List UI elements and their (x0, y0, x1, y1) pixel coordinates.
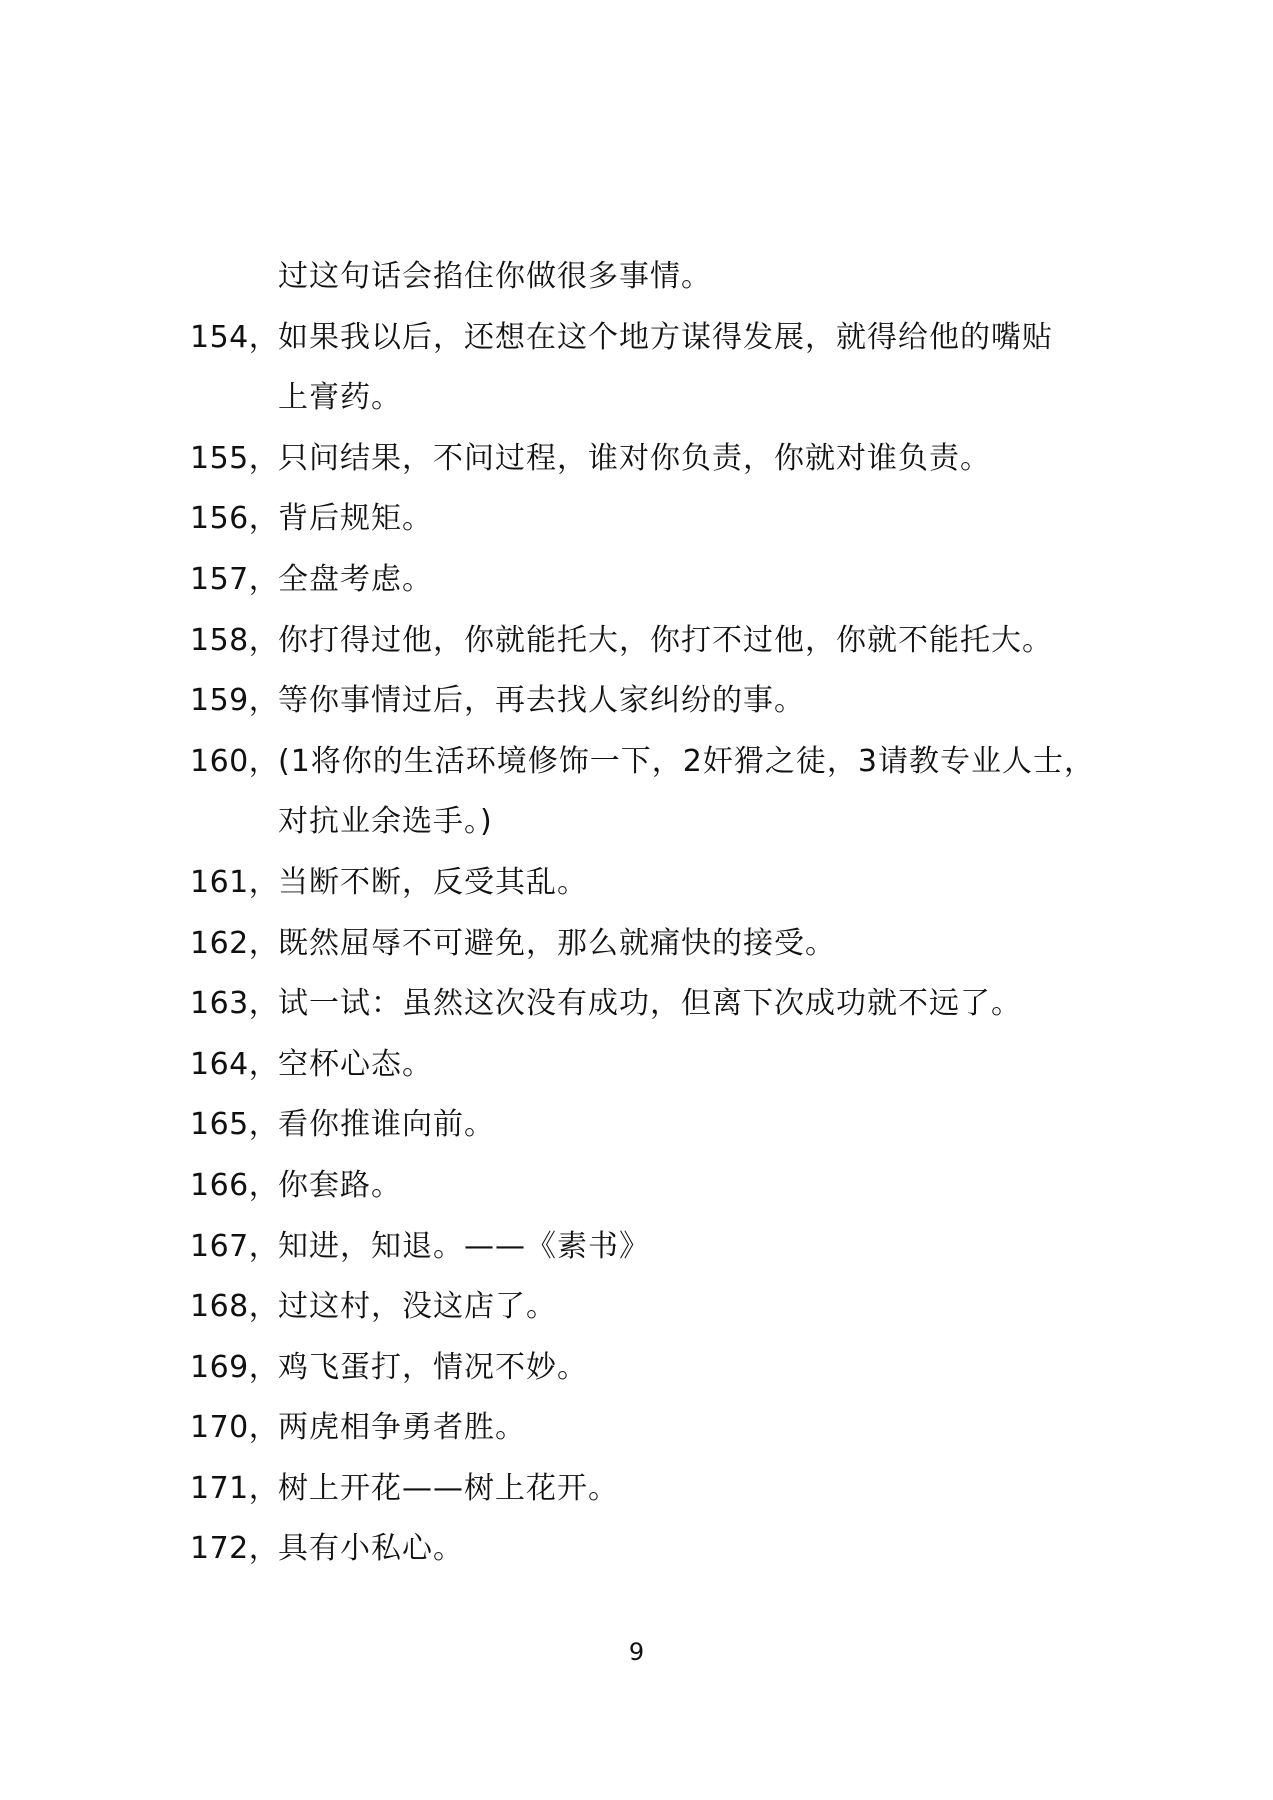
list-item (190, 368, 1090, 429)
list-item (190, 611, 1090, 672)
list-item (190, 1095, 1090, 1156)
entry-text: 当断不断，反受其乱。 (278, 864, 588, 900)
list-item (190, 1519, 1090, 1580)
entry-text: (1将你的生活环境修饰一下，2奸猾之徒，3请教专业人士， (278, 743, 1095, 779)
list-item (190, 1035, 1090, 1096)
entry-text: 只问结果，不问过程，谁对你负责，你就对谁负责。 (278, 440, 991, 476)
entry-text: 知进，知退。——《素书》 (278, 1228, 650, 1264)
entry-number: 164， (190, 1046, 280, 1082)
list-item (190, 1277, 1090, 1338)
entry-number: 168， (190, 1289, 280, 1325)
entry-number: 160， (190, 743, 280, 779)
entry-text: 试一试：虽然这次没有成功，但离下次成功就不远了。 (278, 986, 1022, 1022)
entry-text: 对抗业余选手。) (278, 804, 493, 840)
entry-number: 159， (190, 683, 280, 719)
entry-text: 既然屈辱不可避免，那么就痛快的接受。 (278, 925, 836, 961)
list-item (190, 732, 1095, 793)
entry-number: 154， (190, 319, 280, 355)
entry-number: 172， (190, 1531, 280, 1567)
list-item (190, 974, 1090, 1035)
entry-text: 具有小私心。 (278, 1531, 464, 1567)
entry-number: 166， (190, 1167, 280, 1203)
entry-text: 背后规矩。 (278, 501, 433, 537)
list-item (190, 550, 1090, 611)
entry-text: 等你事情过后，再去找人家纠纷的事。 (278, 683, 805, 719)
list-item (190, 1338, 1090, 1399)
list-item (190, 792, 1090, 853)
entry-text: 如果我以后，还想在这个地方谋得发展，就得给他的嘴贴 (278, 319, 1053, 355)
entry-text: 树上开花——树上花开。 (278, 1470, 619, 1506)
list-item (190, 914, 1090, 975)
list-item (190, 1398, 1090, 1459)
entry-text: 过这句话会掐住你做很多事情。 (278, 259, 712, 294)
entry-number: 171， (190, 1470, 280, 1506)
list-item (190, 308, 1090, 369)
entry-number: 169， (190, 1349, 280, 1385)
entry-number: 162， (190, 925, 280, 961)
entry-text: 空杯心态。 (278, 1046, 433, 1082)
entry-text: 上膏药。 (278, 380, 402, 416)
list-item (190, 671, 1090, 732)
entry-text: 两虎相争勇者胜。 (278, 1410, 526, 1446)
entry-text: 全盘考虑。 (278, 561, 433, 597)
list-item (190, 853, 1090, 914)
entry-text: 过这村，没这店了。 (278, 1289, 557, 1325)
entry-number: 155， (190, 440, 280, 476)
entry-number: 167， (190, 1228, 280, 1264)
list-item (190, 1217, 1090, 1278)
list-item (190, 429, 1090, 490)
entry-number: 158， (190, 622, 280, 658)
list-item (190, 247, 1090, 308)
entry-list (190, 247, 1095, 1580)
entry-number: 170， (190, 1410, 280, 1446)
page-number: 9 (628, 1638, 645, 1666)
list-item (190, 1459, 1090, 1520)
entry-number: 157， (190, 561, 280, 597)
entry-number: 165， (190, 1107, 280, 1143)
entry-text: 你套路。 (278, 1167, 402, 1203)
entry-number: 161， (190, 864, 280, 900)
entry-text: 你打得过他，你就能托大，你打不过他，你就不能托大。 (278, 622, 1053, 658)
entry-number: 163， (190, 986, 280, 1022)
entry-text: 鸡飞蛋打，情况不妙。 (278, 1349, 588, 1385)
entry-number: 156， (190, 501, 280, 537)
entry-text: 看你推谁向前。 (278, 1107, 495, 1143)
list-item (190, 489, 1090, 550)
list-item (190, 1156, 1090, 1217)
